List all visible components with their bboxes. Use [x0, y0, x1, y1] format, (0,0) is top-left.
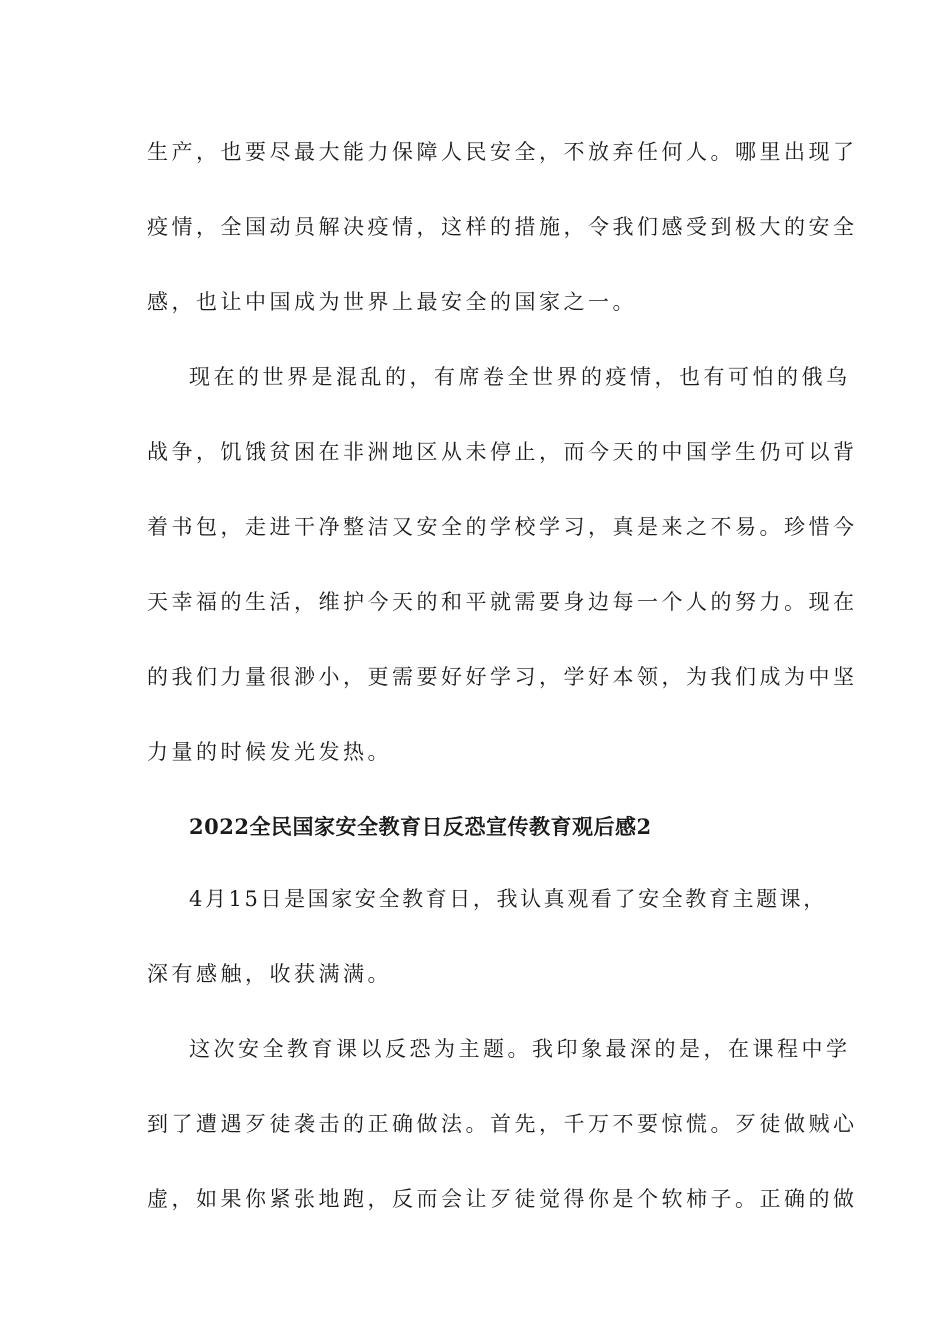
text-line: 的我们力量很渺小，更需要好好学习，学好本领，为我们成为中坚 — [147, 665, 858, 689]
paragraph-4 — [147, 1025, 858, 1250]
text-line: 虚，如果你紧张地跑，反而会让歹徒觉得你是个软柿子。正确的做 — [147, 1187, 858, 1211]
paragraph-2 — [147, 353, 858, 803]
text-line: 天幸福的生活，维护今天的和平就需要身边每一个人的努力。现在 — [147, 590, 858, 614]
text-line: 深有感触，收获满满。 — [147, 962, 392, 986]
paragraph-1 — [147, 128, 858, 353]
text-line: 战争，饥饿贫困在非洲地区从未停止，而今天的中国学生仍可以背 — [147, 440, 858, 464]
text-line: 力量的时候发光发热。 — [147, 740, 392, 764]
text-line: 现在的世界是混乱的，有席卷全世界的疫情，也有可怕的俄乌 — [189, 365, 851, 389]
text-line: 4月15日是国家安全教育日，我认真观看了安全教育主题课， — [189, 887, 827, 911]
text-line: 这次安全教育课以反恐为主题。我印象最深的是，在课程中学 — [189, 1037, 851, 1061]
section-heading: 2022全民国家安全教育日反恐宣传教育观后感2 — [189, 814, 652, 839]
text-line: 着书包，走进干净整洁又安全的学校学习，真是来之不易。珍惜今 — [147, 515, 858, 539]
document-body — [147, 128, 858, 1250]
text-line: 疫情，全国动员解决疫情，这样的措施，令我们感受到极大的安全 — [147, 215, 858, 239]
text-line: 感，也让中国成为世界上最安全的国家之一。 — [147, 290, 637, 314]
paragraph-3 — [147, 875, 827, 1025]
text-line: 到了遭遇歹徒袭击的正确做法。首先，千万不要惊慌。歹徒做贼心 — [147, 1112, 858, 1136]
text-line: 生产，也要尽最大能力保障人民安全，不放弃任何人。哪里出现了 — [147, 140, 858, 164]
